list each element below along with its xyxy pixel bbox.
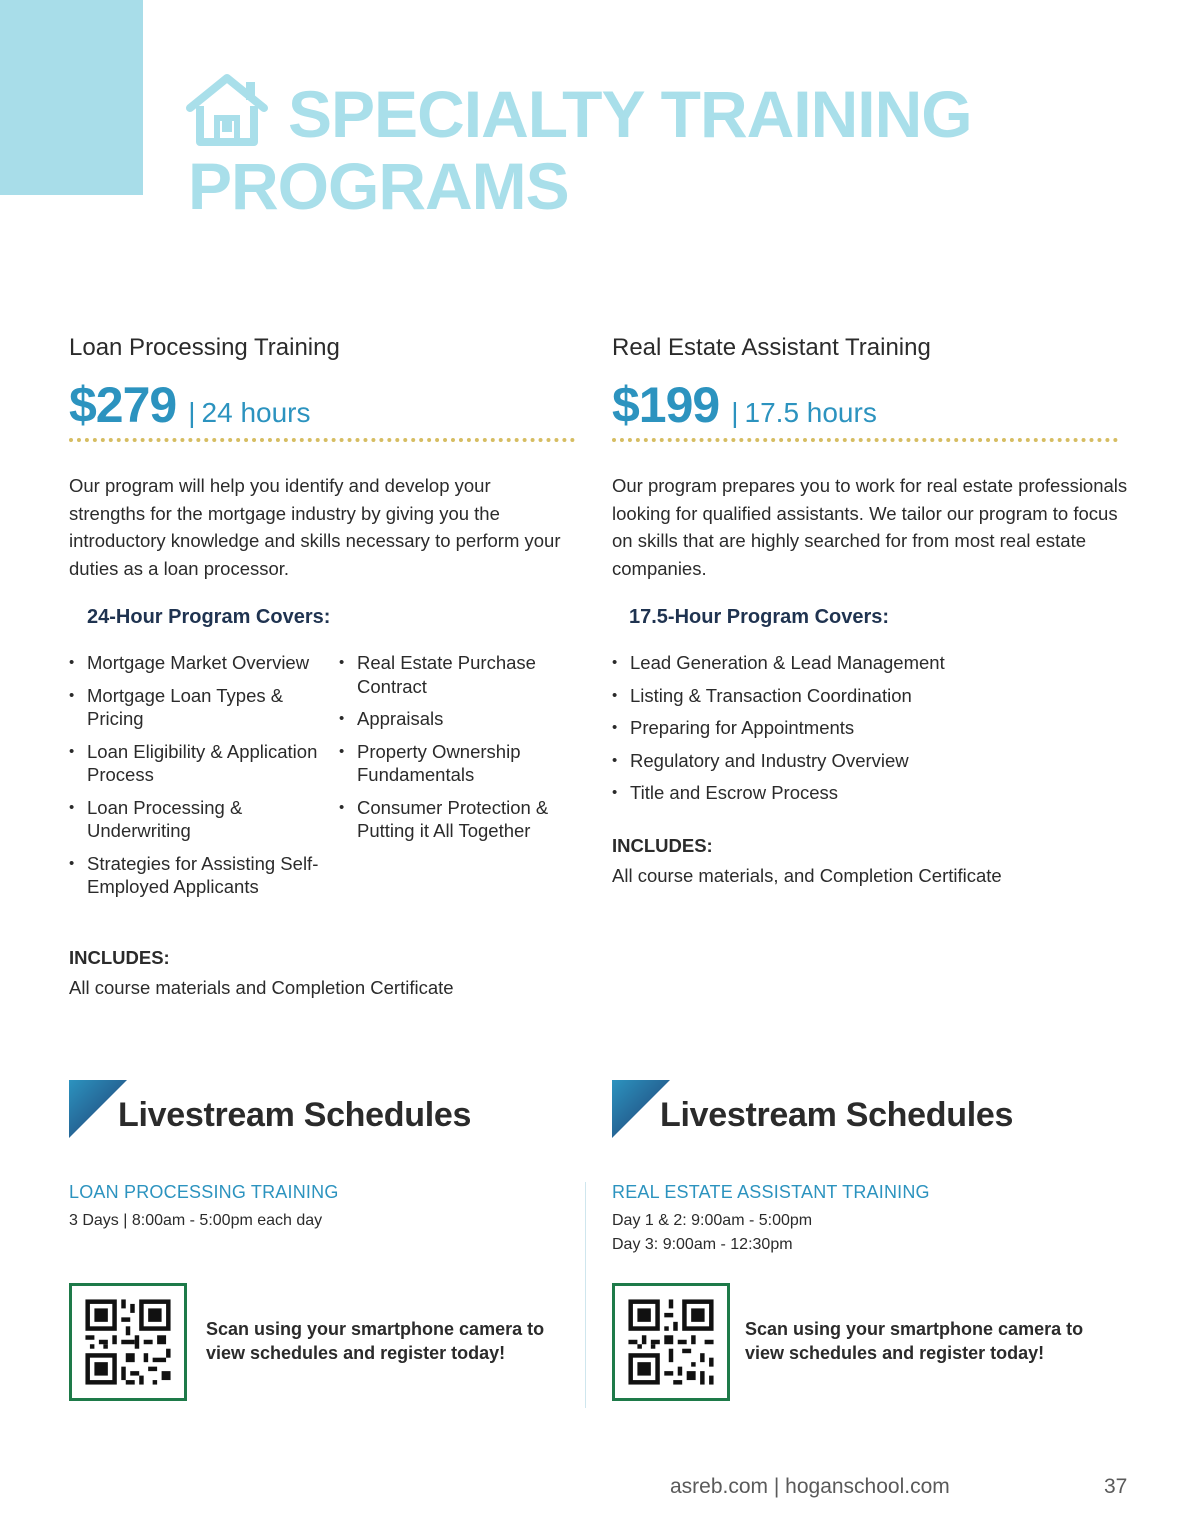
page-title-line2: PROGRAMS (188, 149, 569, 223)
livestream-subtitle-left: LOAN PROCESSING TRAINING (69, 1182, 339, 1202)
page-number: 37 (1104, 1475, 1128, 1498)
livestream-time-left-1: 3 Days | 8:00am - 5:00pm each day (69, 1212, 323, 1229)
scan-instructions-left: Scan using your smartphone camera to view schedules and register today! (206, 1319, 545, 1363)
loan-includes-text: All course materials and Completion Certificate (69, 977, 454, 998)
footer-websites[interactable]: asreb.com | hoganschool.com (670, 1475, 950, 1498)
livestream-time-right-1: Day 1 & 2: 9:00am - 5:00pm (612, 1212, 813, 1229)
realestate-description: Our program prepares you to work for real estate professionals looking for qualified assistants. We tailor our program to focus on skills that are highly searched for from most real estate companies. (612, 475, 1128, 579)
corner-accent-block (0, 0, 143, 195)
list-item: • Mortgage Loan Types & Pricing (69, 684, 319, 731)
list-item: • Preparing for Appointments (612, 716, 1112, 740)
list-item: • Strategies for Assisting Self-Employed Applicants (69, 852, 319, 899)
livestream-time-right-2: Day 3: 9:00am - 12:30pm (612, 1236, 793, 1253)
list-item: • Title and Escrow Process (612, 781, 1112, 805)
loan-program-title: Loan Processing Training (69, 334, 340, 361)
list-item: • Lead Generation & Lead Management (612, 651, 1112, 675)
realestate-hours: 17.5 hours (744, 397, 877, 428)
qr-code-icon (615, 1286, 727, 1398)
realestate-includes-text: All course materials, and Completion Certificate (612, 865, 1002, 886)
list-item: • Mortgage Market Overview (69, 651, 319, 675)
list-item: • Real Estate Purchase Contract (339, 651, 579, 698)
list-item: • Loan Processing & Underwriting (69, 796, 319, 843)
realestate-includes-heading: INCLUDES: (612, 835, 713, 856)
realestate-covers-list (612, 651, 1112, 814)
loan-covers-heading: 24-Hour Program Covers: (87, 606, 331, 628)
list-item: • Appraisals (339, 707, 579, 731)
loan-hours: 24 hours (201, 397, 311, 428)
loan-covers-list-1 (69, 651, 319, 908)
list-item: • Regulatory and Industry Overview (612, 749, 1112, 773)
realestate-price-row (612, 376, 877, 434)
livestream-subtitle-right: REAL ESTATE ASSISTANT TRAINING (612, 1182, 930, 1202)
loan-covers-list-2 (339, 651, 579, 852)
qr-code-icon (72, 1286, 184, 1398)
realestate-covers-heading: 17.5-Hour Program Covers: (629, 606, 890, 628)
loan-description: Our program will help you identify and develop your strengths for the mortgage industry by giving you the introductory knowledge and skills necessary to perform your duties as a loan processor. (69, 475, 561, 579)
loan-price: $279 (69, 377, 177, 433)
loan-price-row (69, 376, 310, 434)
page-title-line1: SPECIALTY TRAINING (288, 77, 972, 151)
scan-instructions-right: Scan using your smartphone camera to view schedules and register today! (745, 1319, 1084, 1363)
loan-dotted-divider (69, 438, 575, 442)
qr-code-left[interactable] (69, 1283, 187, 1401)
page-title (188, 78, 1088, 222)
list-item: • Listing & Transaction Coordination (612, 684, 1112, 708)
livestream-title-right: Livestream Schedules (660, 1096, 1014, 1134)
livestream-title-left: Livestream Schedules (118, 1096, 472, 1134)
list-item: • Consumer Protection & Putting it All Together (339, 796, 579, 843)
list-item: • Property Ownership Fundamentals (339, 740, 579, 787)
realestate-price: $199 (612, 377, 720, 433)
list-item: • Loan Eligibility & Application Process (69, 740, 319, 787)
realestate-price-separator: | (731, 397, 739, 428)
loan-price-separator: | (188, 397, 196, 428)
qr-code-right[interactable] (612, 1283, 730, 1401)
realestate-program-title: Real Estate Assistant Training (612, 334, 931, 361)
column-divider (585, 1182, 586, 1408)
realestate-dotted-divider (612, 438, 1118, 442)
loan-includes-heading: INCLUDES: (69, 947, 170, 968)
